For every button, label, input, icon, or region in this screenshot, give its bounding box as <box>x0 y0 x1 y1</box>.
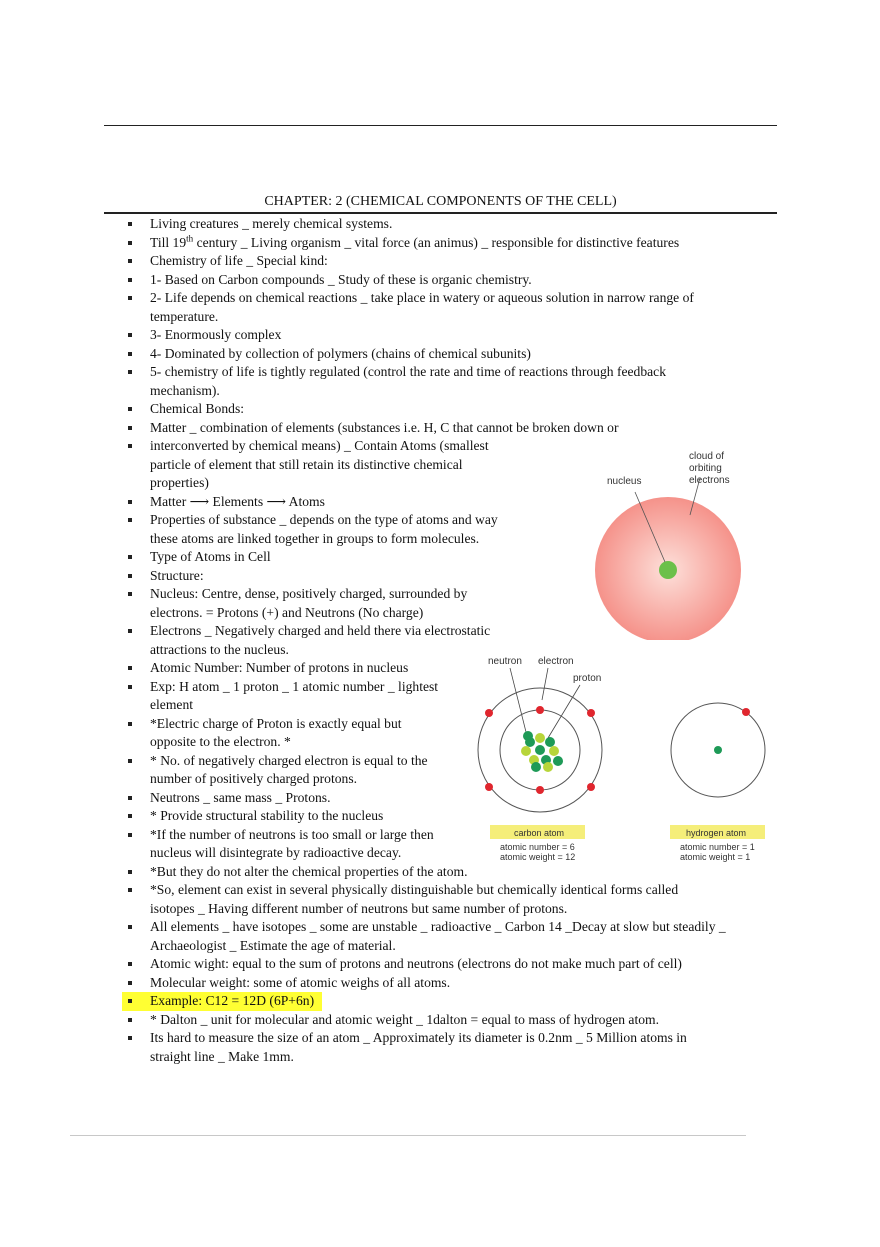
chapter-title: CHAPTER: 2 (CHEMICAL COMPONENTS OF THE CELL) <box>264 194 617 209</box>
list-item: * Dalton _ unit for molecular and atomic weight _ 1dalton = equal to mass of hydrogen atom. <box>126 1011 726 1030</box>
hydrogen-electron <box>742 708 750 716</box>
list-item: 3- Enormously complex <box>126 326 726 345</box>
list-item: 4- Dominated by collection of polymers (chains of chemical subunits) <box>126 345 726 364</box>
cloud-label-1: cloud of <box>689 451 725 462</box>
list-item: Neutrons _ same mass _ Protons. <box>126 789 726 808</box>
list-item: 5- chemistry of life is tightly regulated (control the rate and time of reactions through feedback mechanism). <box>126 363 726 400</box>
electron-label: electron <box>538 656 574 667</box>
list-item: Structure: <box>126 567 726 586</box>
list-item: Living creatures _ merely chemical systems. <box>126 215 726 234</box>
carbon-hydrogen-figure <box>470 650 780 870</box>
list-item: Nucleus: Centre, dense, positively charged, surrounded by electrons. = Protons (+) and Neutrons (No charge) <box>126 585 490 622</box>
list-item: All elements _ have isotopes _ some are unstable _ radioactive _ Carbon 14 _Decay at slow but steadily _ Archaeologist _ Estimate the age of material. <box>126 918 726 955</box>
hydrogen-weight: atomic weight = 1 <box>680 852 751 862</box>
proton-label: proton <box>573 673 602 684</box>
list-item: Type of Atoms in Cell <box>126 548 726 567</box>
list-item: Its hard to measure the size of an atom _ Approximately its diameter is 0.2nm _ 5 Million atoms in straight line _ Make 1mm. <box>126 1029 726 1066</box>
list-item: *If the number of neutrons is too small or large then nucleus will disintegrate by radioactive decay. <box>126 826 440 863</box>
list-item: Chemistry of life _ Special kind: <box>126 252 726 271</box>
list-item: interconverted by chemical means) _ Contain Atoms (smallest particle of element that still retain its distinctive chemical properties) <box>126 437 490 493</box>
list-item: * Provide structural stability to the nucleus <box>126 807 726 826</box>
nucleus-dot <box>659 561 677 579</box>
hydrogen-caption: hydrogen atom <box>686 828 747 838</box>
list-item: 1- Based on Carbon compounds _ Study of these is organic chemistry. <box>126 271 726 290</box>
list-item: Matter _ combination of elements (substances i.e. H, C that cannot be broken down or <box>126 419 726 438</box>
list-item: Properties of substance _ depends on the type of atoms and way these atoms are linked together in groups to form molecules. <box>126 511 510 548</box>
list-item: *So, element can exist in several physically distinguishable but chemically identical forms called isotopes _ Having different number of neutrons but same number of protons. <box>126 881 726 918</box>
atom-cloud-figure <box>595 440 765 640</box>
carbon-weight: atomic weight = 12 <box>500 852 576 862</box>
carbon-nucleus <box>521 731 563 772</box>
list-item: Chemical Bonds: <box>126 400 726 419</box>
list-item: Matter ⟶ Elements ⟶ Atoms <box>126 493 726 512</box>
list-item: Molecular weight: some of atomic weighs of all atoms. <box>126 974 726 993</box>
highlighted-list-item: Example: C12 = 12D (6P+6n) <box>122 992 322 1011</box>
list-item: Atomic wight: equal to the sum of protons and neutrons (electrons do not make much part of cell) <box>126 955 726 974</box>
neutron-label: neutron <box>488 656 522 667</box>
list-item: Atomic Number: Number of protons in nucleus <box>126 659 726 678</box>
list-item: Till 19th century _ Living organism _ vital force (an animus) _ responsible for distinctive features <box>126 234 726 253</box>
cloud-label-2: orbiting <box>689 463 722 474</box>
cloud-label-3: electrons <box>689 475 730 486</box>
bullet-list <box>126 215 726 1066</box>
nucleus-label: nucleus <box>607 476 642 487</box>
list-item: *But they do not alter the chemical properties of the atom. <box>126 863 726 882</box>
carbon-caption: carbon atom <box>514 828 565 838</box>
list-item: Electrons _ Negatively charged and held there via electrostatic attractions to the nucleus. <box>126 622 510 659</box>
list-item: *Electric charge of Proton is exactly equal but opposite to the electron. * <box>126 715 440 752</box>
list-item: 2- Life depends on chemical reactions _ take place in watery or aqueous solution in narrow range of temperature. <box>126 289 726 326</box>
list-item: Exp: H atom _ 1 proton _ 1 atomic number _ lightest element <box>126 678 440 715</box>
title-underline <box>104 212 777 214</box>
carbon-number: atomic number = 6 <box>500 842 575 852</box>
header-rule <box>104 125 777 126</box>
hydrogen-nucleus <box>714 746 722 754</box>
hydrogen-number: atomic number = 1 <box>680 842 755 852</box>
footer-rule <box>70 1135 746 1136</box>
list-item: * No. of negatively charged electron is equal to the number of positively charged protons. <box>126 752 440 789</box>
